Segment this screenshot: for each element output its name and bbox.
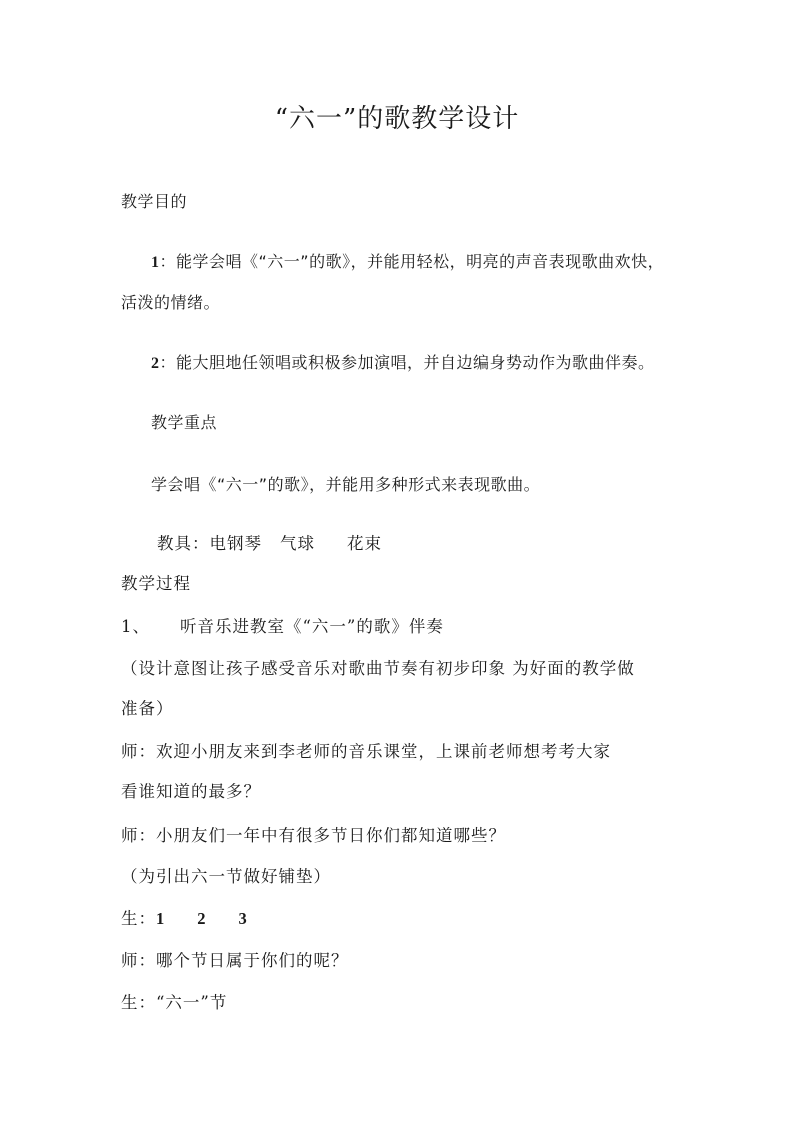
- objective-2-text: ：能大胆地任领唱或积极参加演唱，并自边编身势动作为歌曲伴奏。: [159, 353, 655, 372]
- objective-1: [151, 252, 664, 273]
- step-1-number: 1、: [121, 617, 150, 636]
- objectives-heading: 教学目的: [121, 192, 188, 211]
- objective-1-number: 1: [151, 254, 160, 271]
- teacher-line-1: 师：欢迎小朋友来到李老师的音乐课堂，上课前老师想考考大家: [121, 742, 611, 761]
- student-line-2: 生：“六一”节: [121, 993, 228, 1012]
- document-title: “六一”的歌教学设计: [274, 104, 520, 134]
- tool-item: 气球: [280, 534, 315, 553]
- objective-2-number: 2: [151, 355, 160, 372]
- objective-2: [151, 353, 655, 374]
- teacher-line-3: 师：哪个节日属于你们的呢？: [121, 951, 349, 970]
- key-points-heading: 教学重点: [151, 413, 218, 432]
- design-note-1: （设计意图让孩子感受音乐对歌曲节奏有初步印象 为好面的教学做: [121, 659, 635, 678]
- teaching-tools: [157, 534, 382, 554]
- tool-item: 电钢琴: [209, 534, 262, 553]
- objective-1-text: ：能学会唱《“六一”的歌》，并能用轻松，明亮的声音表现歌曲欢快，: [159, 252, 665, 271]
- teacher-line-2: 师：小朋友们一年中有很多节日你们都知道哪些？: [121, 826, 506, 845]
- student-answer: 1: [156, 909, 166, 928]
- design-note-1-continued: 准备）: [121, 699, 174, 718]
- step-1-text: 听音乐进教室《“六一”的歌》伴奏: [180, 617, 444, 636]
- student-label: 生：: [121, 909, 156, 928]
- student-answer: 2: [197, 909, 207, 928]
- tools-label: 教具：: [157, 534, 210, 553]
- step-1: [121, 617, 444, 637]
- tool-item: 花束: [347, 534, 382, 553]
- student-line-1: [121, 909, 248, 929]
- objective-1-continued: 活泼的情绪。: [121, 293, 221, 312]
- process-heading: 教学过程: [121, 574, 191, 593]
- design-note-2: （为引出六一节做好铺垫）: [121, 867, 331, 886]
- student-answer: 3: [238, 909, 248, 928]
- teacher-line-1-continued: 看谁知道的最多？: [121, 782, 261, 801]
- key-points-text: 学会唱《“六一”的歌》，并能用多种形式来表现歌曲。: [151, 475, 541, 494]
